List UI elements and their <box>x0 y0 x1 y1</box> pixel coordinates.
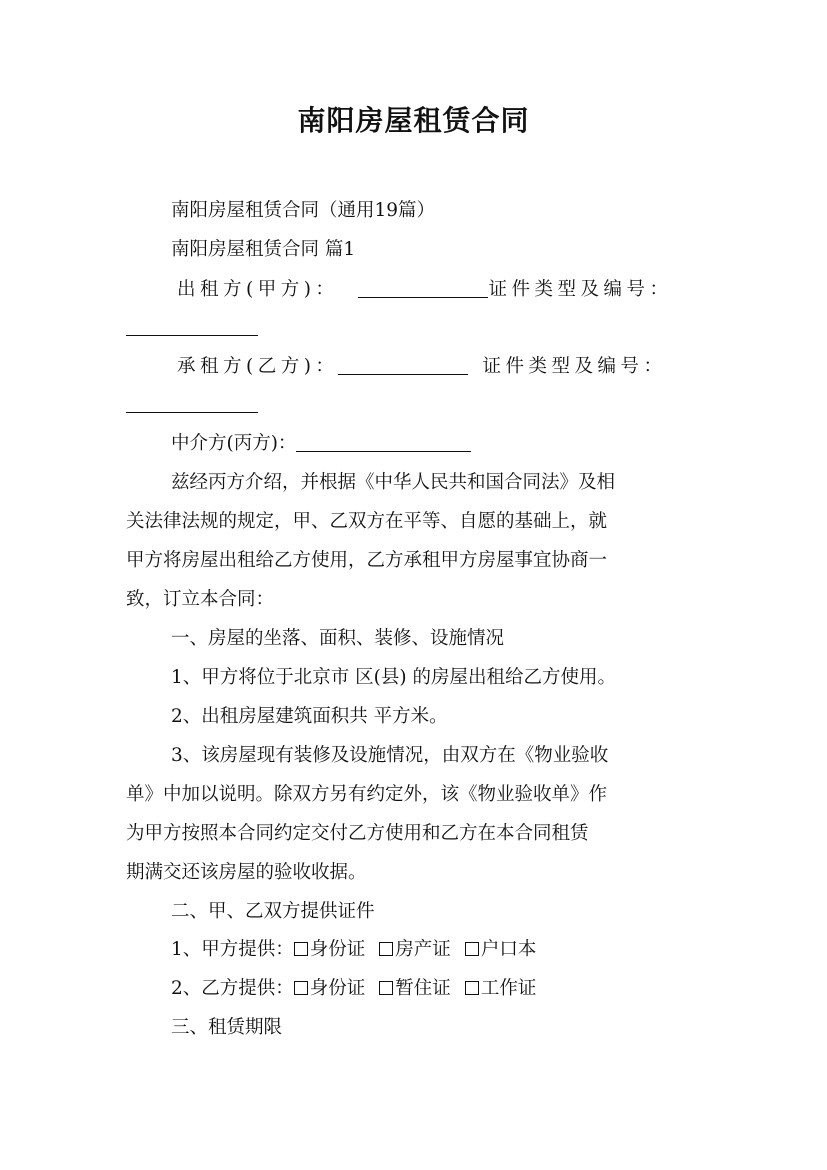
option-label: 暂住证 <box>395 978 451 999</box>
intro-line: 兹经丙方介绍，并根据《中华人民共和国合同法》及相 <box>171 472 616 493</box>
section-1-heading: 一、房屋的坐落、面积、装修、设施情况 <box>171 628 505 649</box>
option-label: 身份证 <box>309 939 366 960</box>
option-label: 身份证 <box>309 978 366 999</box>
clause-1-3-line: 期满交还该房屋的验收收据。 <box>126 862 367 883</box>
party-a-id-line <box>126 313 258 343</box>
chapter-heading: 南阳房屋租赁合同 篇1 <box>171 239 356 260</box>
clause-2-1-prefix: 1、甲方提供： <box>171 939 294 960</box>
clause-1-1: 1、甲方将位于北京市 区(县) 的房屋出租给乙方使用。 <box>171 667 616 688</box>
party-a-name-blank <box>358 277 488 298</box>
party-c-name-blank <box>296 431 471 452</box>
clause-1-3-line: 3、该房屋现有装修及设施情况，由双方在《物业验收 <box>171 745 609 766</box>
id-card-checkbox[interactable] <box>294 942 308 956</box>
property-cert-checkbox[interactable] <box>379 942 393 956</box>
intro-line: 致，订立本合同： <box>126 589 275 610</box>
party-a-id-label: 证件类型及编号： <box>488 279 673 300</box>
temporary-residence-checkbox[interactable] <box>379 981 393 995</box>
party-c-label: 中介方(丙方)： <box>171 433 297 454</box>
household-register-checkbox[interactable] <box>465 942 479 956</box>
option-label: 户口本 <box>480 939 537 960</box>
clause-2-2 <box>171 974 536 1004</box>
party-b-label: 承租方(乙方)： <box>177 356 339 377</box>
party-b-id-line <box>126 390 258 420</box>
work-permit-checkbox[interactable] <box>465 981 479 995</box>
clause-1-3-line: 为甲方按照本合同约定交付乙方使用和乙方在本合同租赁 <box>126 823 589 844</box>
party-a-label: 出租方(甲方)： <box>177 279 339 300</box>
clause-1-2: 2、出租房屋建筑面积共 平方米。 <box>171 706 448 727</box>
intro-line: 甲方将房屋出租给乙方使用，乙方承租甲方房屋事宜协商一 <box>126 550 608 571</box>
document-subtitle: 南阳房屋租赁合同（通用19篇） <box>171 200 436 221</box>
id-card-checkbox[interactable] <box>294 981 308 995</box>
party-b-id-blank <box>126 392 258 413</box>
section-2-heading: 二、甲、乙双方提供证件 <box>171 901 375 922</box>
section-3-heading: 三、租赁期限 <box>171 1017 283 1038</box>
party-a-line <box>177 275 672 305</box>
clause-2-1 <box>171 935 536 965</box>
clause-1-3-line: 单》中加以说明。除双方另有约定外，该《物业验收单》作 <box>126 784 608 805</box>
option-label: 工作证 <box>480 978 537 999</box>
clause-2-2-prefix: 2、乙方提供： <box>171 978 294 999</box>
party-b-name-blank <box>338 354 468 375</box>
party-b-id-label: 证件类型及编号： <box>482 356 667 377</box>
document-title: 南阳房屋租赁合同 <box>297 104 530 137</box>
party-b-line <box>177 352 666 382</box>
option-label: 房产证 <box>395 939 451 960</box>
intro-line: 关法律法规的规定，甲、乙双方在平等、自愿的基础上，就 <box>126 511 608 532</box>
party-a-id-blank <box>126 315 258 336</box>
party-c-line <box>171 429 471 459</box>
